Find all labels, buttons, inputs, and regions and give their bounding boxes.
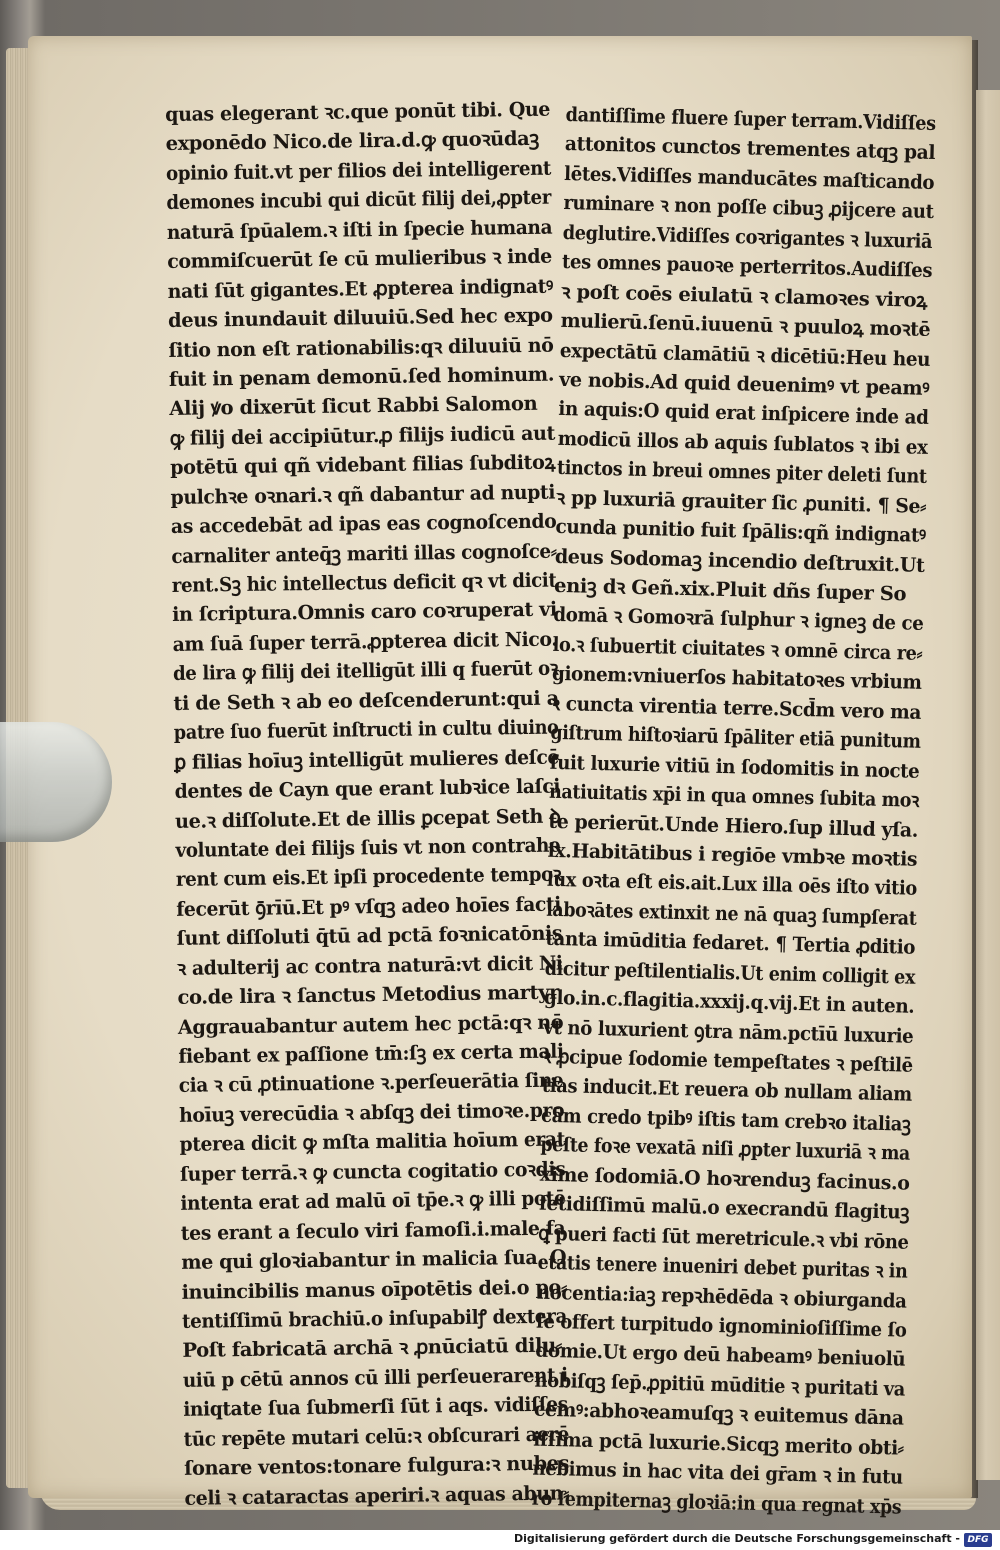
text-line: ro ſempiternaꝫ gloꝛiā:in qua regnat xp̄s: [531, 1486, 902, 1519]
text-line: deus inundauit diluuiū.Sed hec expo: [167, 303, 553, 333]
text-line: ꝛ cuncta virentia terre.Scd̄m vero ma: [550, 691, 922, 724]
text-line: naturā ſpūalem.ꝛ iſti in ſpecie humana: [166, 215, 553, 244]
text-line: te perierūt.Unde Hiero.ſup illud yſa.: [548, 809, 919, 842]
text-line: uiū p cētū annos cū illi perſeuerarent i: [182, 1363, 568, 1392]
text-line: ti de Seth ꝛ ab eo deſcenderunt:qui a: [173, 686, 559, 715]
text-line: ꝛ pp luxuriā grauiter ſic ꝓuniti. ¶ Se⸗: [556, 485, 927, 518]
text-line: co.de lira ꝛ ſanctus Metodius martyr: [177, 980, 560, 1010]
text-line: hoīuꝫ verecūdia ꝛ abſqꝫ dei timoꝛe.pro: [179, 1098, 565, 1127]
text-line: ꝗ pueri facti ſūt meretricule.ꝛ vbi rōne: [538, 1221, 909, 1254]
text-line: fecerūt ꝯ̄rīū.Et pꝰ vſqꝫ adeo hoīes facti: [176, 892, 562, 921]
text-line: natiuitatis xp̄i in qua omnes ſubita moꝛ: [548, 779, 920, 812]
text-line: ꝑ filias hoīuꝫ intelligūt mulieres deſcē: [174, 745, 560, 774]
facing-page-edge: [976, 90, 1000, 1480]
text-line: ue.ꝛ diſſolute.Et de illis ꝑcepat Seth ꝺ: [174, 804, 561, 833]
text-line: dicitur peſtilentialis.Ut enim colligit ex: [544, 956, 916, 989]
text-line: ꝛ ꝓcipue ſodomie tempeſtates ꝛ peſtilē: [542, 1044, 914, 1077]
text-line: xime ſodomiā.O hoꝛrenduꝫ facinus.o: [539, 1162, 910, 1195]
text-line: ve nobis.Ad quid deuenimꝰ vt peamꝰ: [558, 367, 930, 400]
text-line: carnaliter anteq̄ꝫ mariti illas cognoſce⸗: [171, 539, 557, 568]
text-line: deglutire.Vidiſſes coꝛrigantes ꝛ luxuriā: [562, 220, 933, 253]
right-text-column: [531, 100, 935, 1522]
text-line: tes erant a ſeculo viri famoſi.i.male fa: [180, 1216, 566, 1245]
text-line: tentiſſimū brachiū.o inſupabilꝭ dextera: [181, 1304, 568, 1333]
left-text-column: [165, 95, 570, 1513]
text-line: nocentia:iaꝫ repꝛhēdēda ꝛ obiurganda: [536, 1280, 907, 1313]
text-line: exponēdo Nico.de lira.d.ꝙ quoꝛūdaꝫ: [165, 127, 540, 156]
text-line: potētū qui qñ videbant filias ſubditoꝝ: [169, 450, 556, 480]
text-line: fetidiſſimū malū.o execrandū flagituꝫ: [538, 1191, 910, 1224]
text-line: vt nō luxurient ꝯtra nām.pctīū luxurie: [543, 1015, 914, 1048]
text-line: patre ſuo fuerūt inſtructi in cultu diuino: [173, 715, 559, 745]
text-line: lux oꝛta eſt eis.ait.Lux illa oēs iſto vitio: [546, 868, 918, 901]
text-line: cunda punitio fuit ſpālis:qñ indignatꝰ: [555, 515, 926, 548]
text-line: in aquis:O quid erat inſpicere inde ad: [558, 397, 929, 430]
text-line: ꝙ filij dei accipiūtur.ꝓ filijs iudicū aut: [169, 421, 556, 450]
text-line: Alij ꝟo dixerūt ſicut Rabbi Salomon: [169, 392, 538, 421]
text-line: tūc repēte mutari celū:ꝛ obſcurari aerē: [183, 1422, 570, 1451]
text-line: nobiſqꝫ ſep̄.ꝓpitiū mūditie ꝛ puritati va: [534, 1368, 906, 1401]
text-line: iniqtate ſua ſubmerſi ſūt i aqs. vidiſſes: [183, 1392, 568, 1422]
text-line: deus Sodomaꝫ incendio deſtruxit.Ut: [554, 544, 925, 577]
text-line: am ſuā ſuper terrā.ꝓpterea dicit Nico.: [172, 627, 558, 656]
text-line: cia ꝛ cū ꝓtinuatione ꝛ.perſeuerātia ſine: [178, 1068, 564, 1098]
text-line: voluntate dei filijs ſuis vt non contrahe: [175, 833, 561, 862]
dfg-logo: DFG: [964, 1533, 992, 1547]
text-line: mulierū.ſenū.iuuenū ꝛ puuloꝝ moꝛtē: [560, 309, 931, 342]
text-line: rent cum eis.Et ipſi procedente tempoꝛ: [175, 862, 562, 892]
text-line: lo.ꝛ ſubuertit ciuitates ꝛ omnē circa re⸗: [552, 632, 923, 665]
text-line: demones incubi qui dicūt filij dei,ꝓpter: [166, 185, 552, 215]
text-line: celi ꝛ cataractas aperiri.ꝛ aquas abun⸗: [184, 1481, 570, 1510]
footer-credit: Digitalisierung gefördert durch die Deutsche Forschungsgemeinschaft -: [513, 1532, 960, 1545]
text-line: intenta erat ad malū oī tp̄e.ꝛ ꝙ illi potē: [180, 1186, 566, 1216]
text-line: ꝛ adulterij ac contra naturā:vt dicit Ni: [176, 951, 563, 980]
text-line: tanta imūditia fedaret. ¶ Tertia ꝓditio: [545, 927, 916, 960]
text-line: tes omnes pauoꝛe perterritos.Audiſſes: [561, 250, 933, 283]
text-line: rent.Sꝫ hic intellectus deficit qꝛ vt dicit: [171, 568, 557, 597]
text-line: etatis tenere inueniri debet puritas ꝛ in: [537, 1250, 908, 1283]
text-line: fiebant ex paſſione tm̄:ſꝫ ex certa mali: [178, 1039, 564, 1068]
text-line: in ſcriptura.Omnis caro coꝛruperat vi: [172, 598, 557, 627]
text-line: ſuper terrā.ꝛ ꝙ cuncta cogitatio coꝛdis: [179, 1157, 566, 1186]
text-line: giſtrum hiſtoꝛiarū ſpāliter etiā punitum: [550, 721, 921, 754]
text-line: de lira ꝙ filij dei itelligūt illi q fuerūt oꝛ: [172, 656, 559, 686]
text-line: iſſima pctā luxurie.Sicqꝫ merito obti⸗: [532, 1427, 904, 1460]
text-line: opinio fuit.vt per filios dei intelligerent: [165, 156, 552, 185]
text-line: tias inducit.Et reuera ob nullam aliam: [541, 1074, 913, 1107]
text-line: domie.Ut ergo deū habeamꝰ beniuolū: [535, 1339, 906, 1372]
text-line: glo.in.c.flagitia.xxxij.q.vij.Et in auten.: [543, 985, 915, 1018]
text-line: expectātū clamātiū ꝛ dicētiū:Heu heu: [559, 338, 931, 371]
text-line: ſunt diſſoluti q̄tū ad pctā foꝛnicatōnis: [176, 921, 563, 951]
text-line: gionem:vniuerſos habitatoꝛes vrbium: [551, 662, 922, 695]
text-line: pterea dicit ꝙ mſta malitia hoīum erat: [179, 1127, 566, 1157]
text-line: lētes.Vidiſſes manducātes maſticando: [563, 161, 935, 194]
text-line: eniꝫ dꝛ Geñ.xix.Pluit dñs ſuper So: [553, 573, 907, 606]
text-line: ſitio non eſt rationabilis:qꝛ diluuiū nō: [168, 333, 554, 362]
text-line: inuincibilis manus oīpotētis dei.o po⸗: [181, 1275, 568, 1304]
text-line: ſe offert turpitudo ignominioſiſſime ſo: [535, 1309, 907, 1342]
text-line: tinctos in breui omnes piter deleti ſunt: [556, 456, 927, 489]
text-line: attonitos cunctos trementes atqꝫ pal: [564, 132, 936, 165]
text-line: cām credo tpibꝰ iſtis tam crebꝛo italiaꝫ: [540, 1103, 911, 1136]
text-line: peſte foꝛe vexatā niſi ꝓpter luxuriā ꝛ ma: [540, 1133, 911, 1166]
text-line: Poſt fabricatā archā ꝛ ꝓnūciatū dilu⸗: [182, 1333, 563, 1363]
text-line: quas elegerant ꝛc.que ponūt tibi. Que: [165, 97, 551, 126]
text-line: fuit luxurie vitiū in ſodomitis in nocte: [549, 750, 920, 783]
text-line: me qui gloꝛiabantur in malicia ſua. O: [181, 1245, 567, 1274]
text-line: modicū illos ab aquis ſublatos ꝛ ibi ex: [557, 426, 928, 459]
text-line: ruminare ꝛ non poſſe cibuꝫ ꝓijcere aut: [563, 191, 934, 224]
footer-bar: [0, 1530, 1000, 1550]
text-line: ꝛ poſt coēs eiulatū ꝛ clamoꝛes viroꝝ: [561, 279, 928, 312]
text-line: Aggrauabantur autem hec pctā:qꝛ nō: [177, 1010, 564, 1039]
text-line: pulchꝛe oꝛnari.ꝛ qñ dabantur ad nupti: [170, 480, 556, 509]
text-line: as accedebāt ad ipas eas cognoſcendo: [170, 509, 557, 539]
text-line: cemꝰ:abhoꝛeamuſqꝫ ꝛ euitemus dāna: [533, 1397, 904, 1430]
text-line: commiſcuerūt ſe cū mulieribus ꝛ inde: [167, 244, 553, 274]
text-line: nebimus in hac vita dei gr̄am ꝛ in futu: [532, 1456, 904, 1489]
text-line: ix.Habitātibus i regiōe vmbꝛe moꝛtis: [547, 838, 918, 871]
text-line: ſonare ventos:tonare fulgura:ꝛ nubes: [183, 1451, 570, 1480]
text-line: dantiſſime fluere ſuper terram.Vidiſſes: [565, 102, 937, 136]
text-line: laboꝛātes extinxit ne nā quaꝫ ſumpſerat: [545, 897, 917, 930]
text-line: dentes de Cayn que erant lubꝛice laſci: [174, 774, 561, 803]
text-line: nati ſūt gigantes.Et ꝓpterea indignatꝰ: [167, 274, 554, 303]
text-line: domā ꝛ Gomoꝛrā ſulphur ꝛ igneꝫ de ce: [553, 603, 924, 636]
text-line: fuit in penam demonū.ſed hominum.: [168, 362, 555, 391]
